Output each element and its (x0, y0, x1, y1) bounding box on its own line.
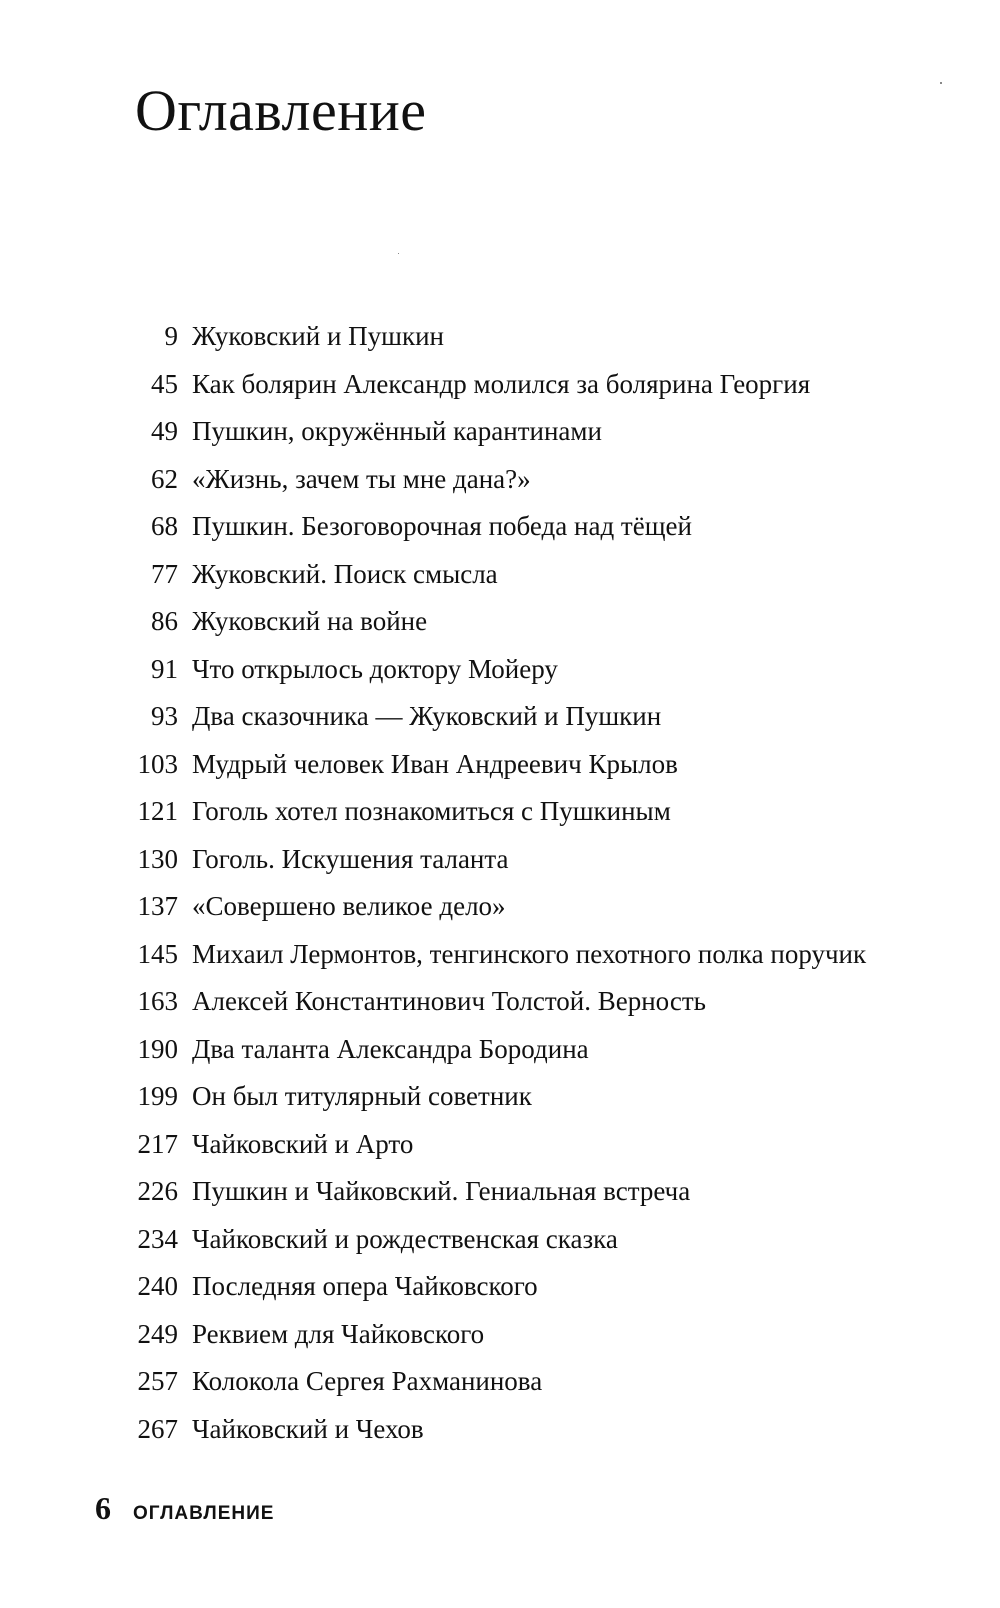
toc-entry[interactable] (120, 1406, 940, 1454)
page-footer (95, 1490, 274, 1527)
toc-entry[interactable] (120, 646, 940, 694)
toc-page-number: 103 (137, 748, 178, 779)
toc-page-number: 68 (151, 511, 178, 541)
toc-page-number: 9 (164, 321, 178, 351)
toc-entry[interactable] (120, 836, 940, 884)
toc-chapter-title: Пушкин, окружённый карантинами (192, 416, 602, 446)
toc-entry[interactable] (120, 1168, 940, 1216)
toc-chapter-title: Пушкин. Безоговорочная победа над тёщей (192, 511, 692, 541)
toc-chapter-title: Гоголь. Искушения таланта (192, 843, 509, 874)
toc-chapter-title: Чайковский и рождественская сказка (192, 1223, 618, 1254)
toc-chapter-title: «Совершено великое дело» (192, 891, 506, 921)
toc-entry[interactable] (120, 361, 940, 409)
toc-entry[interactable] (120, 1263, 940, 1311)
toc-entry[interactable] (120, 551, 940, 599)
toc-entry[interactable] (120, 788, 940, 836)
toc-page-number: 49 (151, 416, 178, 446)
toc-page-number: 217 (137, 1128, 178, 1159)
toc-chapter-title: «Жизнь, зачем ты мне дана?» (192, 463, 531, 494)
toc-entry[interactable] (120, 978, 940, 1026)
toc-page-number: 45 (151, 368, 178, 399)
toc-entry[interactable] (120, 503, 940, 551)
table-of-contents (120, 313, 940, 1453)
toc-page-number: 199 (137, 1081, 178, 1111)
toc-page-number: 257 (137, 1366, 178, 1396)
toc-page-number: 226 (137, 1176, 178, 1206)
toc-entry[interactable] (120, 456, 940, 504)
running-head: ОГЛАВЛЕНИЕ (133, 1503, 275, 1524)
toc-chapter-title: Алексей Константинович Толстой. Верность (192, 986, 706, 1016)
toc-entry[interactable] (120, 408, 940, 456)
toc-chapter-title: Жуковский и Пушкин (192, 321, 444, 351)
toc-chapter-title: Последняя опера Чайковского (192, 1271, 538, 1301)
toc-page-number: 62 (151, 463, 178, 494)
toc-chapter-title: Колокола Сергея Рахманинова (192, 1366, 543, 1396)
toc-entry[interactable] (120, 598, 940, 646)
toc-entry[interactable] (120, 741, 940, 789)
toc-page-number: 86 (151, 606, 178, 636)
toc-page-number: 93 (151, 701, 178, 731)
toc-chapter-title: Жуковский. Поиск смысла (192, 558, 498, 589)
toc-chapter-title: Жуковский на войне (192, 606, 428, 636)
toc-chapter-title: Чайковский и Чехов (192, 1413, 424, 1444)
toc-entry[interactable] (120, 1216, 940, 1264)
toc-page-number: 190 (137, 1033, 178, 1064)
toc-chapter-title: Пушкин и Чайковский. Гениальная встреча (192, 1176, 691, 1206)
toc-chapter-title: Что открылось доктору Мойеру (192, 653, 558, 684)
page-title: Оглавление (135, 78, 427, 143)
toc-entry[interactable] (120, 931, 940, 979)
toc-chapter-title: Михаил Лермонтов, тенгинского пехотного полка поручик (192, 938, 867, 969)
toc-entry[interactable] (120, 883, 940, 931)
print-speck (940, 82, 942, 84)
toc-chapter-title: Мудрый человек Иван Андреевич Крылов (192, 748, 678, 779)
toc-page-number: 91 (151, 653, 178, 684)
toc-entry[interactable] (120, 1073, 940, 1121)
toc-page-number: 121 (137, 796, 178, 826)
toc-page-number: 240 (137, 1271, 178, 1301)
toc-entry[interactable] (120, 693, 940, 741)
print-speck (398, 253, 399, 254)
toc-chapter-title: Как болярин Александр молился за болярина Георгия (192, 368, 811, 399)
toc-entry[interactable] (120, 313, 940, 361)
toc-entry[interactable] (120, 1358, 940, 1406)
toc-entry[interactable] (120, 1311, 940, 1359)
toc-chapter-title: Он был титулярный советник (192, 1081, 532, 1111)
toc-page-number: 163 (137, 986, 178, 1016)
toc-page-number: 249 (137, 1318, 178, 1349)
toc-entry[interactable] (120, 1026, 940, 1074)
toc-chapter-title: Два сказочника — Жуковский и Пушкин (192, 701, 662, 731)
toc-page-number: 77 (151, 558, 178, 589)
toc-chapter-title: Чайковский и Арто (192, 1128, 414, 1159)
toc-chapter-title: Два таланта Александра Бородина (192, 1033, 589, 1064)
toc-chapter-title: Гоголь хотел познакомиться с Пушкиным (192, 796, 671, 826)
toc-page-number: 145 (137, 938, 178, 969)
toc-page-number: 234 (137, 1223, 178, 1254)
page-number: 6 (95, 1490, 111, 1526)
toc-entry[interactable] (120, 1121, 940, 1169)
toc-page-number: 267 (137, 1413, 178, 1444)
toc-page-number: 137 (137, 891, 178, 921)
toc-chapter-title: Реквием для Чайковского (192, 1318, 485, 1349)
toc-page-number: 130 (137, 843, 178, 874)
